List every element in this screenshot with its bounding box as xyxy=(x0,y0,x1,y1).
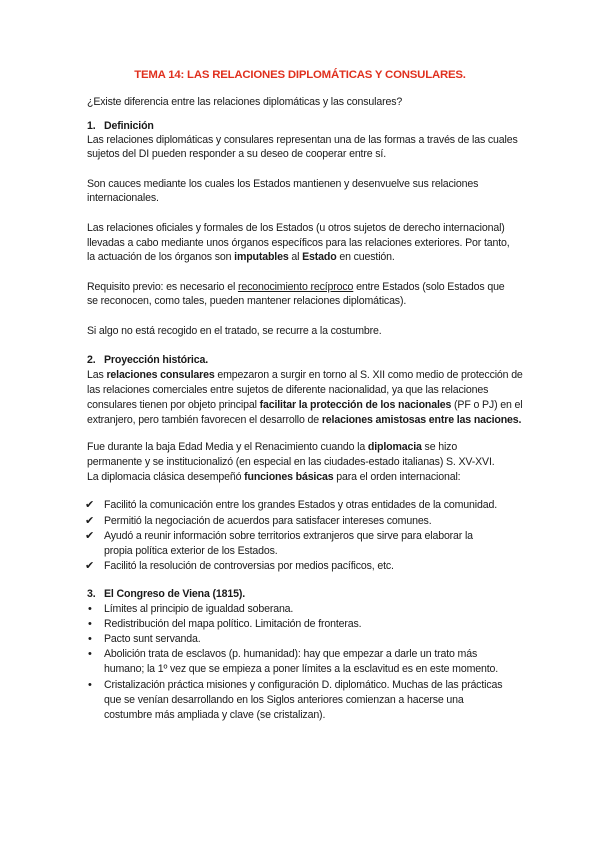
bullet-icon: • xyxy=(88,603,92,615)
bullet-list-item-continuation: costumbre más ampliada y clave (se cristalizan). xyxy=(104,709,326,721)
paragraph-line: llevadas a cabo mediante unos órganos específicos para las relaciones exteriores. Por tanto, xyxy=(87,237,510,249)
paragraph-line xyxy=(87,251,395,264)
bullet-icon: • xyxy=(88,648,92,660)
paragraph-line xyxy=(87,441,457,454)
text-run: (PF o PJ) en el xyxy=(451,399,523,411)
text-run: la actuación de los órganos son xyxy=(87,251,235,263)
checkmark-icon: ✔ xyxy=(85,530,95,542)
section-3-heading xyxy=(87,588,245,601)
paragraph-line: internacionales. xyxy=(87,192,159,204)
paragraph-line: Si algo no está recogido en el tratado, se recurre a la costumbre. xyxy=(87,325,382,337)
text-run: empezaron a surgir en torno al S. XII como medio de protección de xyxy=(214,369,523,381)
section-2-number: 2. xyxy=(87,354,96,366)
section-2-title: Proyección histórica. xyxy=(104,354,209,366)
check-list-item-continuation: propia política exterior de los Estados. xyxy=(104,545,278,557)
bullet-list-item-continuation: que se venían desarrollando en los Siglos anteriores comienzan a hacerse una xyxy=(104,694,464,706)
bold-term: funciones básicas xyxy=(244,471,334,483)
paragraph-line xyxy=(87,399,522,412)
section-3-number: 3. xyxy=(87,588,96,600)
check-list-item: Permitió la negociación de acuerdos para satisfacer intereses comunes. xyxy=(104,515,432,527)
section-1-heading xyxy=(87,120,154,133)
bullet-icon: • xyxy=(88,679,92,691)
section-1-number: 1. xyxy=(87,120,96,132)
section-2-heading xyxy=(87,354,208,367)
text-run: La diplomacia clásica desempeñó xyxy=(87,471,245,483)
underlined-term: reconocimiento recíproco xyxy=(237,281,354,293)
bullet-icon: • xyxy=(88,618,92,630)
paragraph-line: Son cauces mediante los cuales los Estados mantienen y desenvuelve sus relaciones xyxy=(87,178,479,190)
text-run: en cuestión. xyxy=(336,251,395,263)
bold-term: relaciones consulares xyxy=(106,369,215,381)
section-3-title: El Congreso de Viena (1815). xyxy=(104,588,246,600)
paragraph-line: Las relaciones oficiales y formales de los Estados (u otros sujetos de derecho internacional) xyxy=(87,222,505,234)
bold-term: diplomacia xyxy=(367,441,422,453)
paragraph-line xyxy=(87,281,505,294)
bullet-list-item: Abolición trata de esclavos (p. humanidad): hay que empezar a darle un trato más xyxy=(104,648,478,660)
paragraph-line: permanente y se institucionalizó (en especial en las ciudades-estado italianas) S. XV-XVI. xyxy=(87,456,495,468)
bold-term: imputables xyxy=(234,251,289,263)
text-run: se hizo xyxy=(421,441,458,453)
text-run: Fue durante la baja Edad Media y el Renacimiento cuando la xyxy=(87,441,368,453)
bullet-list-item: Cristalización práctica misiones y configuración D. diplomático. Muchas de las prácticas xyxy=(104,679,503,691)
checkmark-icon: ✔ xyxy=(85,515,95,527)
paragraph-line xyxy=(87,471,460,484)
checkmark-icon: ✔ xyxy=(85,499,95,511)
text-run: al xyxy=(288,251,303,263)
paragraph-line: las relaciones comerciales entre sujetos de diferente nacionalidad, ya que las relaciones xyxy=(87,384,489,396)
section-1-title: Definición xyxy=(104,120,154,132)
paragraph-line: Las relaciones diplomáticas y consulares representan una de las formas a través de las cuales xyxy=(87,134,518,146)
bold-term: facilitar la protección de los nacionales xyxy=(259,399,452,411)
paragraph-line: se reconocen, como tales, pueden mantener relaciones diplomáticas). xyxy=(87,295,407,307)
bullet-list-item: Pacto sunt servanda. xyxy=(104,633,201,645)
text-run: para el orden internacional: xyxy=(333,471,461,483)
bullet-icon: • xyxy=(88,633,92,645)
intro-question: ¿Existe diferencia entre las relaciones diplomáticas y las consulares? xyxy=(87,96,403,108)
bullet-list-item: Redistribución del mapa político. Limitación de fronteras. xyxy=(104,618,362,630)
paragraph-line xyxy=(87,414,521,427)
bullet-list-item-continuation: humano; la 1º vez que se empieza a poner límites a la esclavitud es en este momento. xyxy=(104,663,499,675)
checkmark-icon: ✔ xyxy=(85,560,95,572)
text-run: consulares tienen por objeto principal xyxy=(87,399,260,411)
paragraph-line xyxy=(87,369,523,382)
check-list-item: Facilitó la comunicación entre los grandes Estados y otras entidades de la comunidad. xyxy=(104,499,497,511)
text-run: entre Estados (solo Estados que xyxy=(353,281,505,293)
text-run: extranjero, pero también favorecen el desarrollo de xyxy=(87,414,322,426)
check-list-item: Ayudó a reunir información sobre territorios extranjeros que sirve para elaborar la xyxy=(104,530,473,542)
bullet-list-item: Límites al principio de igualdad soberana. xyxy=(104,603,294,615)
bold-term: Estado xyxy=(302,251,337,263)
check-list-item: Facilitó la resolución de controversias por medios pacíficos, etc. xyxy=(104,560,394,572)
page-title: TEMA 14: LAS RELACIONES DIPLOMÁTICAS Y CONSULARES. xyxy=(134,69,466,81)
text-run: Requisito previo: es necesario el xyxy=(87,281,238,293)
paragraph-line: sujetos del DI pueden responder a su deseo de cooperar entre sí. xyxy=(87,148,386,160)
text-run: Las xyxy=(87,369,107,381)
bold-term: relaciones amistosas entre las naciones. xyxy=(321,414,522,426)
